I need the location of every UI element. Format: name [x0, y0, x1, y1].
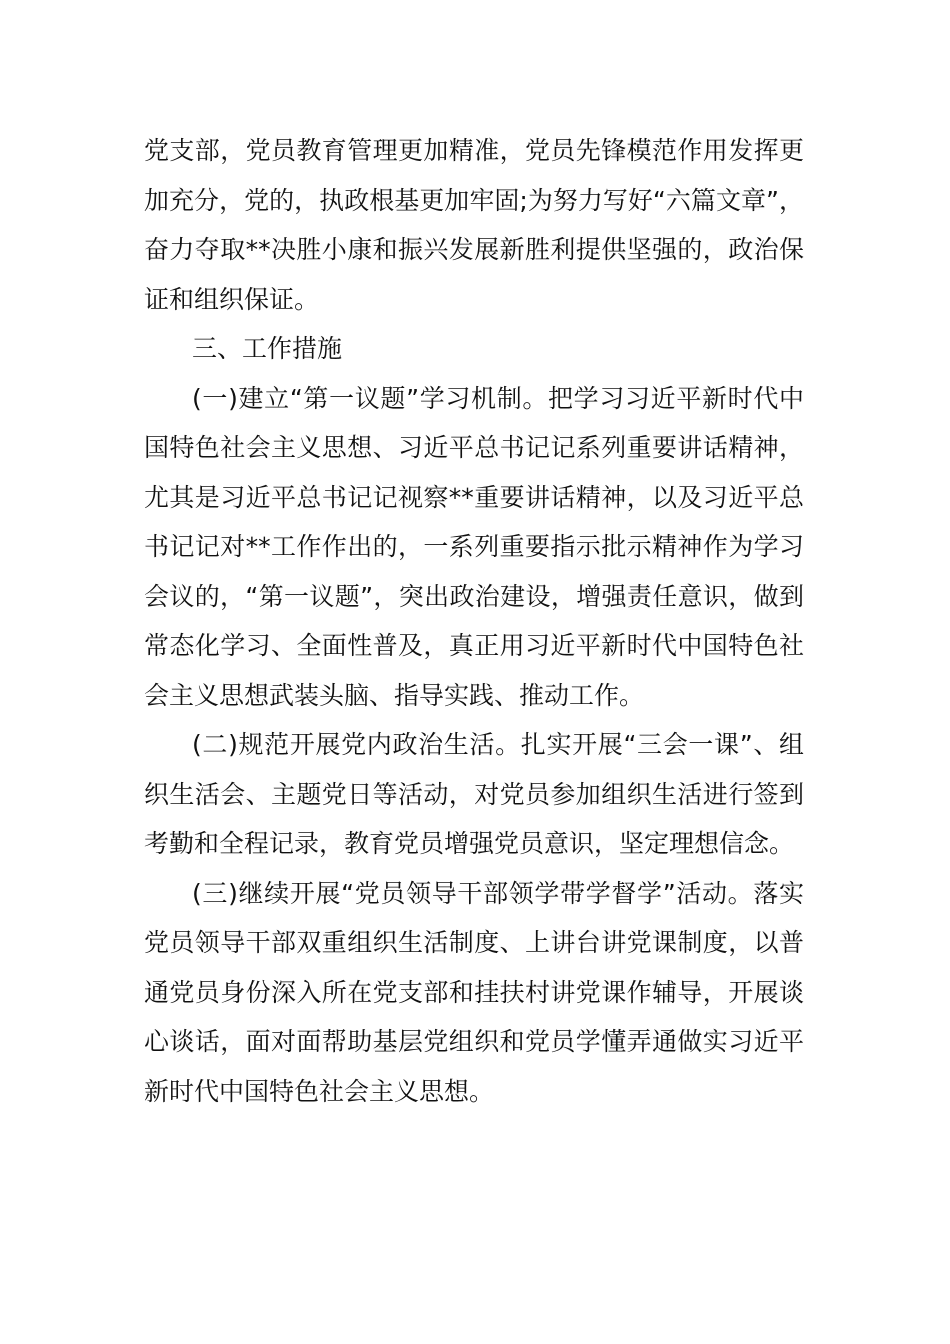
- document-body: [144, 126, 804, 1116]
- paragraph-measure-2: (二)规范开展党内政治生活。扎实开展“三会一课”、组织生活会、主题党日等活动，对党员参加组织生活进行签到考勤和全程记录，教育党员增强党员意识，坚定理想信念。: [144, 730, 804, 858]
- paragraph-measure-1: (一)建立“第一议题”学习机制。把学习习近平新时代中国特色社会主义思想、习近平总书记记系列重要讲话精神，尤其是习近平总书记记视察**重要讲话精神，以及习近平总书记记对**工作作出的，一系列重要指示批示精神作为学习会议的，“第一议题”，突出政治建设，增强责任意识，做到常态化学习、全面性普及，真正用习近平新时代中国特色社会主义思想武装头脑、指导实践、推动工作。: [144, 383, 804, 710]
- section-heading: 三、工作措施: [192, 334, 343, 363]
- paragraph-continuation: 党支部，党员教育管理更加精准，党员先锋模范作用发挥更加充分，党的，执政根基更加牢固;为努力写好“六篇文章”，奋力夺取**决胜小康和振兴发展新胜利提供坚强的，政治保证和组织保证。: [144, 136, 804, 314]
- paragraph-measure-3: (三)继续开展“党员领导干部领学带学督学”活动。落实党员领导干部双重组织生活制度、上讲台讲党课制度，以普通党员身份深入所在党支部和挂扶村讲党课作辅导，开展谈心谈话，面对面帮助基层党组织和党员学懂弄通做实习近平新时代中国特色社会主义思想。: [144, 878, 804, 1106]
